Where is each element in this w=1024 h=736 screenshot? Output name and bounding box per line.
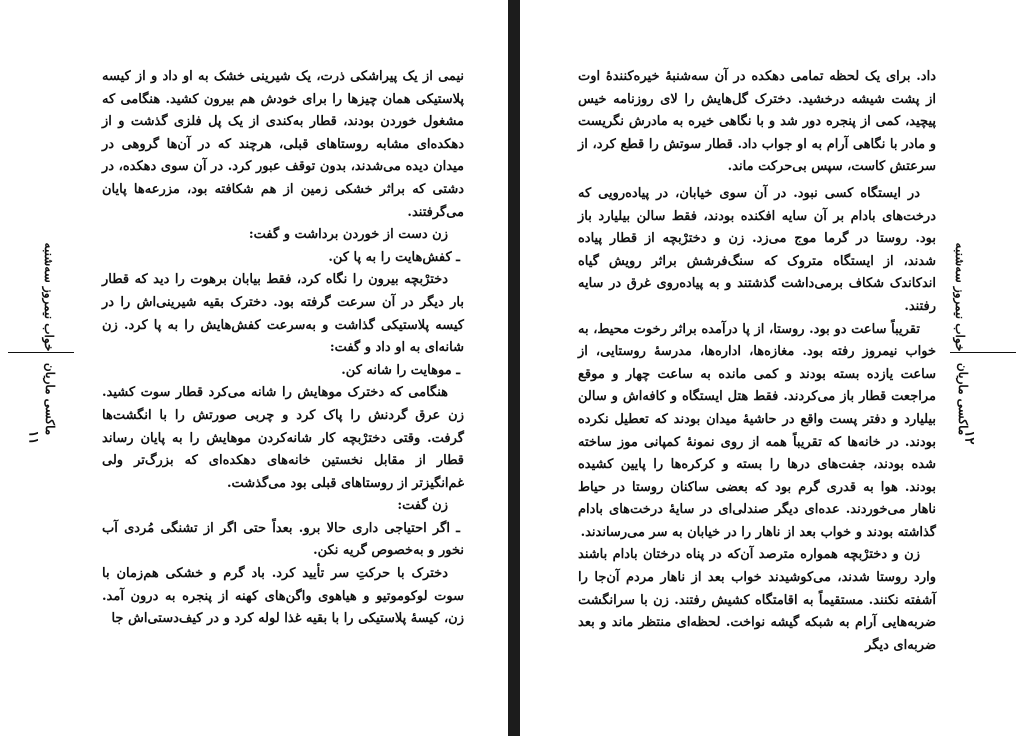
paragraph: زن دست از خوردن برداشت و گفت: xyxy=(248,227,448,243)
paragraph: دخترک با حرکتِ سر تأیید کرد. باد گرم و خشکی هم‌زمان با سوت لوکوموتیو و هیاهوی واگن‌های کهنه از پنجره به درون آمد. زن، کیسهٔ پلاستیکی را با بقیه غذا لوله کرد و در کیف‌دستی‌اش جا xyxy=(102,566,464,627)
left-page-body xyxy=(102,66,464,631)
left-running-author: ماکسی ماریان xyxy=(43,362,57,436)
dialogue-line: ـ موهایت را شانه کن. xyxy=(341,362,460,378)
paragraph: نیمی از یک پیراشکی ذرت، یک شیرینی خشک به او داد و از کیسه پلاستیکی همان چیزها را برای خودش هم بیرون کشید. هنگامی که مشغول خوردن بودند، قطار به‌کندی از یک پل فلزی گذشت و از دهکده‌ای مشابه روستاهای قبلی، هرچند که در آن‌ها گروهی در میدان دیده می‌شدند، بدون توقف عبور کرد. در آن سوی دهکده، در دشتی که براثر خشکی زمین از هم شکافته بود، مزرعه‌ها پایان می‌گرفتند. xyxy=(102,69,464,220)
right-running-title: خواب نیمروز سه‌شنبه xyxy=(953,242,967,352)
dialogue-line: ـ کفش‌هایت را به پا کن. xyxy=(328,249,460,265)
paragraph: زن گفت: xyxy=(397,498,448,514)
dialogue-line: ـ اگر احتیاجی داری حالا برو. بعداً حتی اگر از تشنگی مُردی آب نخور و به‌خصوص گریه نکن. xyxy=(102,520,464,559)
right-running-author: ماکسی ماریان xyxy=(956,362,970,436)
left-page-number: ۱۱ xyxy=(25,430,41,445)
right-page-number: ۱۲ xyxy=(961,430,977,445)
paragraph: دخترْبچه بیرون را نگاه کرد، فقط بیابان برهوت را دید که قطار بار دیگر در آن سرعت گرفته بود. دخترک بقیه شیرینی‌اش را در کیسه پلاستیکی گذاشت و به‌سرعت کفش‌هایش را به پا کرد. زن شانه‌ای به او داد و گفت: xyxy=(102,272,464,356)
paragraph: زن و دخترْبچه همواره مترصد آن‌که در پناه درختان بادام باشند وارد روستا شدند، می‌کوشیدند خواب بعد از ناهار مردم آن‌جا را آشفته نکنند. مستقیماً به اقامتگاه کشیش رفتند. زن با سرانگشت ضربه‌هایی آرام به شبکه گیشه نواخت. لحظه‌ای منتظر ماند و بعد ضربه‌ای دیگر xyxy=(578,547,936,653)
paragraph: هنگامی که دخترک موهایش را شانه می‌کرد قطار سوت کشید. زن عرق گردنش را پاک کرد و چربی صورتش را با انگشت‌ها گرفت. وقتی دخترْبچه کار شانه‌کردن موهایش را به پایان رساند قطار از مقابل نخستین خانه‌های دهکده‌ای که بزرگ‌تر ولی غم‌انگیزتر از روستاهای قبلی بود می‌گذشت. xyxy=(102,385,464,491)
left-running-title: خواب نیمروز سه‌شنبه xyxy=(42,242,56,352)
right-page-body xyxy=(578,66,936,657)
paragraph: داد. برای یک لحظه تمامی دهکده در آن سه‌شنبهٔ خیره‌کنندهٔ اوت از پشت شیشه درخشید. دخترک گل‌هایش را لای روزنامه خیس پیچید، کمی از پنجره دور شد و با نگاهی خیره به مادرش نگریست و مادر با نگاهی آرام به او جواب داد. قطار سوتش را قطع کرد، از سرعتش کاست، سپس بی‌حرکت ماند. xyxy=(578,69,936,175)
paragraph: تقریباً ساعت دو بود. روستا، از پا درآمده براثر رخوت محیط، به خواب نیمروز رفته بود. مغازه‌ها، اداره‌ها، مدرسهٔ روستایی، از ساعت یازده بسته بودند و کمی مانده به ساعت چهار و موقع مراجعت قطار باز می‌کردند. فقط هتل ایستگاه و کافه‌اش و سالن بیلیارد و دفتر پست واقع در حاشیهٔ میدان بودند که تعطیل نکرده بودند. در خانه‌ها که تقریباً همه از روی نمونهٔ کمپانی موز ساخته شده بودند، جفت‌های درها را بسته و کرکره‌ها را پایین کشیده بودند. هوا به قدری گرم بود که بعضی ساکنان روستا در حیاط ناهار می‌خوردند. عده‌ای دیگر صندلی‌ای در سایهٔ درخت‌های بادام گذاشته بودند و خواب بعد از ناهار را در خیابان به سر می‌رساندند. xyxy=(578,321,936,540)
book-gutter xyxy=(508,0,520,736)
paragraph: در ایستگاه کسی نبود. در آن سوی خیابان، در پیاده‌رویی که درخت‌های بادام بر آن سایه افکنده بودند، فقط سالن بیلیارد باز بود. روستا در گرما موج می‌زد. زن و دخترْبچه از قطار پیاده شدند، از ایستگاه متروک که سنگ‌فرشش براثر رویش گیاه اندکاندک شکاف برمی‌داشت گذشتند و به پیاده‌روی غرق در سایه رفتند. xyxy=(578,185,936,314)
left-running-rule xyxy=(8,352,74,353)
